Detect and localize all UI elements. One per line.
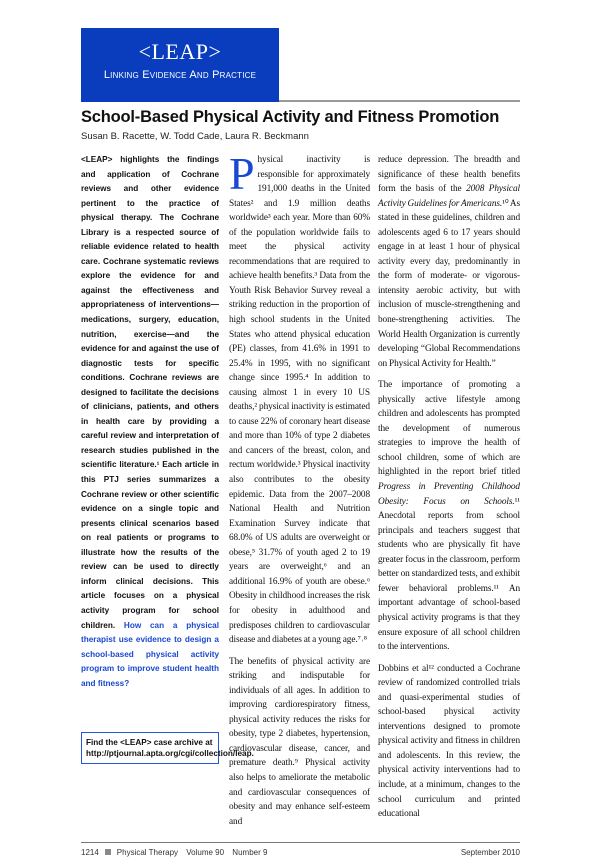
page-footer xyxy=(81,847,520,868)
issue-number: Number 9 xyxy=(232,848,268,858)
leap-banner xyxy=(81,28,279,102)
body-column-1 xyxy=(229,148,370,836)
drop-cap: P xyxy=(229,148,255,199)
body-paragraph xyxy=(378,378,520,654)
article-authors: Susan B. Racette, W. Todd Cade, Laura R. Beckmann xyxy=(81,131,309,142)
page-header xyxy=(0,0,600,153)
leap-logo: <LEAP> xyxy=(138,39,222,64)
guidelines-title: 2008 Physical Activity Guidelines for Americans. xyxy=(378,184,520,209)
journal-name: Physical Therapy xyxy=(116,848,179,858)
intro-question: How can a physical therapist use evidence to design a school-based physical activity program to improve student health and fitness? xyxy=(81,620,219,688)
body-column-2 xyxy=(378,153,520,836)
paragraph-text: reduce depression. The breadth and significance of these health benefits form the basis of the xyxy=(378,155,520,195)
report-title: Progress in Preventing Childhood Obesity: Focus on Schools. xyxy=(378,482,520,507)
square-bullet-icon xyxy=(105,849,111,855)
article-columns xyxy=(81,148,521,836)
body-paragraph xyxy=(378,153,520,371)
footer-date: September 2010 xyxy=(460,848,520,858)
spacer xyxy=(81,698,219,718)
body-paragraph xyxy=(229,148,370,648)
footer-rule xyxy=(81,842,520,843)
paragraph-text: hysical inactivity is responsible for approximately 191,000 deaths in the United States² and 1.9 million deaths worldwide³ each year. More than 60% of the population worldwide fails to meet the physical activity recommendations that are required to achieve health benefits.³ Data from the Youth Risk Behavior Survey reveal a striking reduction in the proportion of high school students in the United States who attend physical education (PE) classes, from 41.6% in 1991 to 25.4% in 1995, with no significant change since 1995.⁴ In addition to causing almost 1 in every 10 US deaths,² physical inactivity is estimated to cause 22% of coronary heart disease and more than 10% of type 2 diabetes and cancers of the breast, colon, and rectum worldwide.³ Physical inactivity also contributes to the obesity epidemic. Data from the 2007–2008 National Health and Nutrition Examination Survey indicate that 68.0% of US adults are overweight or obese,⁵ 31.7% of youth aged 2 to 19 years are overweight,⁶ and an additional 16.9% of youth are obese.⁶ Obesity in childhood increases the risk for obesity in adulthood and predisposes children to cardiovascular disease and diabetes at a young age.⁷˒⁸ xyxy=(229,155,370,646)
intro-column xyxy=(81,153,254,836)
volume: Volume 90 xyxy=(186,848,225,858)
paragraph-text: ¹⁰ As stated in these guidelines, children and adolescents aged 6 to 17 years should engage in at least 1 hour of physical activity every day, predominantly in the form of moderate- or vigorous-intensity aerobic activity, but with inclusion of muscle-strengthening and bone-strengthening activities. The World Health Organization is currently developing “Global Recommendations on Physical Activity for Health.” xyxy=(378,198,521,369)
header-rule xyxy=(279,100,520,102)
page-number: 1214 xyxy=(81,848,99,858)
paragraph-text: The importance of promoting a physically active lifestyle among children and adolescents has prompted the development of numerous strategies to improve the health of school children, some of which are highlighted in the report brief titled xyxy=(378,380,520,478)
archive-note-box: Find the <LEAP> case archive at http://ptjournal.apta.org/cgi/collection/leap. xyxy=(81,732,219,764)
body-paragraph: The benefits of physical activity are striking and indisputable for individuals of all ages. In addition to improving cardiorespiratory fitness, physical activity reduces the risks for obesity, type 2 diabetes, hypertension, cardiovascular disease, cancer, and premature death.⁹ Physical activity also helps to ameliorate the metabolic and cardiovascular consequences of obesity and may enhance self-esteem and xyxy=(229,656,370,827)
intro-text: <LEAP> highlights the findings and application of Cochrane reviews and other evidence pertinent to the practice of physical therapy. The Cochrane Library is a respected source of reliable evidence related to health care. Cochrane systematic reviews explore the evidence for and against the effectiveness and appropriateness of interventions—medications, surgery, education, nutrition, exercise—and the evidence for and against the use of diagnostic tests for specific conditions. Cochrane reviews are designed to facilitate the decisions of clinicians, patients, and others in health care by providing a careful review and interpretation of research studies published in the scientific literature.¹ Each article in this PTJ series summarizes a Cochrane review or other scientific evidence on a single topic and presents clinical scenarios based on real patients or programs to illustrate how the results of the review can be used to directly inform clinical decisions. This article focuses on a physical activity program for school children. xyxy=(81,155,219,630)
article-title: School-Based Physical Activity and Fitness Promotion xyxy=(81,108,500,126)
body-paragraph: Dobbins et al¹² conducted a Cochrane review of randomized controlled trials and quasi-experimental studies of school-based physical activity interventions designed to promote physical activity and fitness in children and adolescents. In this review, the physical activity interventions had to include, at a minimum, changes to the school curriculum and printed educational xyxy=(378,663,520,820)
intro-paragraph xyxy=(81,153,219,691)
leap-tagline: Linking Evidence And Practice xyxy=(103,69,257,81)
paragraph-text: ¹¹ Anecdotal reports from school principals and teachers suggest that students who are physically fit have greater focus in the classroom, perform better on standardized tests, and exhibit fewer behavioral problems.¹¹ An important advantage of school-based physical activity programs is that they ensure exposure of all school children to the interventions. xyxy=(378,496,520,653)
footer-left xyxy=(81,847,267,858)
